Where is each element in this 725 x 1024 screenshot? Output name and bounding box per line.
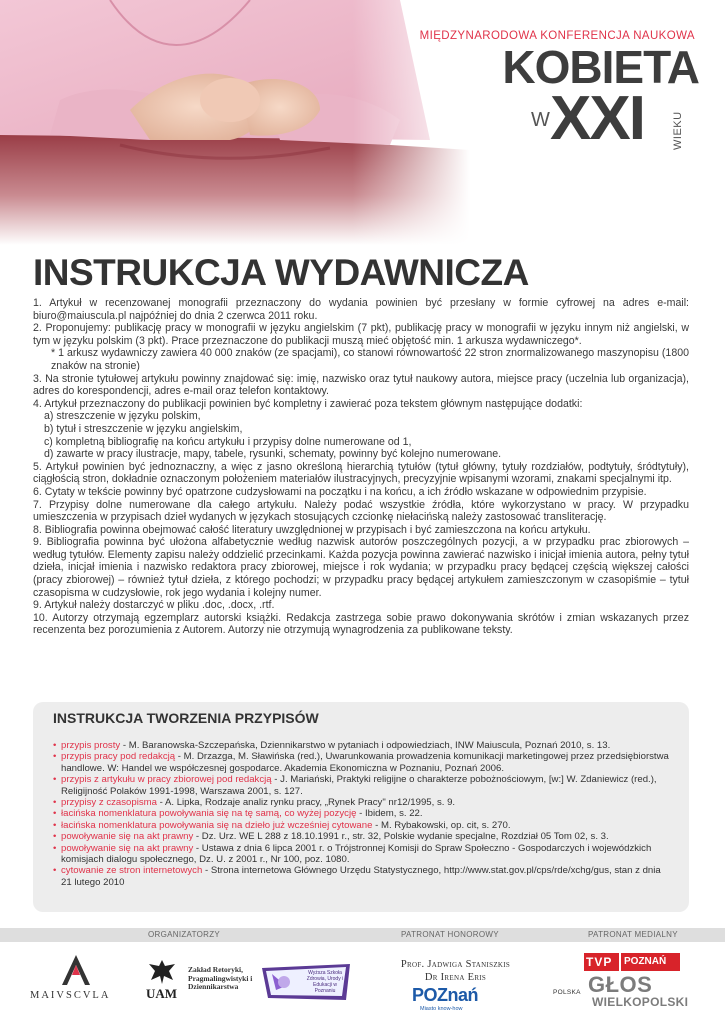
- instruction-item: 2. Proponujemy: publikację pracy w monografii w języku angielskim (7 pkt), publikację pracy w monografii w języku innym niż angielski, w tym w języku polskim (3 pkt). Prace przeznaczone do publikacji muszą mieć objętość min. 1 arkusza wydawniczego*.: [33, 322, 689, 347]
- footnote-item: [53, 808, 669, 819]
- conference-title-w: W: [531, 109, 550, 131]
- footnotes-box: [33, 702, 689, 912]
- footnote-text: - A. Lipka, Rodzaje analiz rynku pracy, „Rynek Pracy" nr12/1995, s. 9.: [156, 797, 456, 809]
- footnote-text: - J. Mariański, Praktyki religijne o charakterze pobożnościowym, [w:] W. Zdaniewicz (red.), Religijność Polaków 1991-1998, Warszawa 2001, s. 127.: [61, 774, 657, 797]
- polska-text: POLSKA: [553, 989, 581, 996]
- wyzsza-szkola-logo-text: Wyższa Szkoła Zdrowia, Urody i Edukacji w Poznaniu: [306, 970, 344, 994]
- patron-name-2: Dr Irena Eris: [424, 972, 487, 983]
- footnote-text: - Dz. Urz. WE L 288 z 18.10.1991 r., str. 32, Polskie wydanie specjalne, Rozdział 05 Tom 02, s. 3.: [193, 831, 609, 843]
- tvp-logo-text: TVP: [586, 955, 613, 969]
- footnote-text: - M. Drzazga, M. Sławińska (red.), Uwarunkowania prowadzenia komunikacji marketingowej przez przedsiębiorstwa handlowe. W: Handel we współczesnej gospodarce. Akademia Ekonomiczna w Poznaniu, Poznań 2006.: [61, 751, 669, 774]
- footnote-label: powoływanie się na akt prawny: [61, 831, 194, 843]
- footnote-item: [53, 831, 669, 842]
- uam-logo-text: UAM: [146, 986, 178, 1001]
- footnote-label: przypisy z czasopisma: [61, 797, 157, 809]
- footnotes-title: INSTRUKCJA TWORZENIA PRZYPISÓW: [53, 710, 319, 726]
- conference-title-xxi: XXI: [550, 84, 644, 153]
- footnote-text: - Ibidem, s. 22.: [356, 808, 423, 820]
- instructions-list: [33, 297, 689, 637]
- uam-eagle-icon: [145, 958, 179, 986]
- instruction-item: 4. Artykuł przeznaczony do publikacji powinien być kompletny i zawierać poza tekstem głównym następujące dodatki:: [33, 397, 583, 410]
- footnote-label: cytowanie ze stron internetowych: [61, 865, 203, 877]
- hero-banner: [0, 0, 725, 245]
- honorary-patrons: [383, 958, 528, 984]
- honorary-patronage-label: PATRONAT HONOROWY: [401, 930, 499, 939]
- conference-title-wieku: WIEKU: [672, 111, 684, 150]
- footnote-item: [53, 820, 669, 831]
- footnote-label: przypis prosty: [61, 740, 121, 751]
- instruction-subitem: b) tytuł i streszczenie w języku angielskim,: [44, 422, 243, 435]
- poznan-logo-text: POZnań: [412, 985, 479, 1005]
- glos-logo-text: GŁOS: [588, 972, 653, 997]
- footnote-item: [53, 797, 669, 808]
- instruction-item: 6. Cytaty w tekście powinny być opatrzone cudzysłowami na początku i na końcu, a ich źródło wskazane w odpowiednim przypisie.: [33, 485, 647, 498]
- footnote-text: - Strona internetowa Głównego Urzędu Statystycznego, http://www.stat.gov.pl/cps/rde/xchg/gus, stan z dnia 21 lutego 2010: [61, 865, 661, 888]
- wielkopolski-logo-text: WIELKOPOLSKI: [592, 995, 689, 1009]
- zaklad-logo-text: Zakład Retoryki, Pragmalingwistyki i Dziennikarstwa: [188, 965, 253, 992]
- footnote-label: łacińska nomenklatura powoływania się na tę samą, co wyżej pozycję: [61, 808, 357, 820]
- instruction-item: 5. Artykuł powinien być jednoznaczny, a więc z jasno określoną hierarchią tytułów (tytuł główny, tytuły rozdziałów, podtytuły, śródtytuły), ciągłością stron, dokładnie oznaczonym położeniem materiałów ilustracyjnych, precyzyjnie wpisanymi wzorami, znakami specjalnymi itp.: [33, 460, 689, 486]
- conference-title-kobieta: KOBIETA: [502, 41, 699, 93]
- instruction-item: 1. Artykuł w recenzowanej monografii przeznaczony do wydania powinien być przesłany w formie cyfrowej na adres e-mail: biuro@maiuscula.pl najpóźniej do dnia 2 czerwca 2011 roku.: [33, 297, 689, 322]
- sponsors-bar: [0, 928, 725, 942]
- footnote-label: przypis pracy pod redakcją: [61, 751, 176, 763]
- footnote-text: - Ustawa z dnia 6 lipca 2001 r. o Trójstronnej Komisji do Spraw Społeczno - Gospodarczych i wojewódzkich komisjach dialogu społecznego, Dz. U. z 2001 r., Nr 100, poz. 1080.: [61, 842, 652, 866]
- maiuscula-logo-text: MAIVSCVLA: [30, 990, 111, 1001]
- footnote-item: [53, 740, 669, 751]
- instruction-item: 9. Bibliografia powinna być ułożona alfabetycznie według nazwisk autorów poszczególnych pozycji, a w przypadku prac zbiorowych – według tytułów. Elementy zapisu należy oddzielić przecinkami. Każda pozycja powinna zawierać nazwisko i inicjał imienia autora, pełny tytuł dzieła, inicjał imienia i nazwisko redaktora pracy zbiorowej, miejsce i rok wydania; w przypadku pracy będącej częścią większej całości (pracy zbiorowej) – również tytuł dzieła, z którego pochodzi; w przypadku pracy będącej artykułem zamieszczonym w czasopiśmie – tytuł czasopisma w cudzysłowie, rok jego wydania i kolejny numer.: [33, 536, 689, 599]
- instruction-subitem: d) zawarte w pracy ilustracje, mapy, tabele, rysunki, schematy, powinny być kolejno numerowane.: [44, 448, 502, 461]
- footnote-label: przypis z artykułu w pracy zbiorowej pod redakcją: [61, 774, 272, 786]
- instruction-item: 7. Przypisy dolne numerowane dla całego artykułu. Należy podać wszystkie źródła, które wykorzystano w pracy. W przypadku umieszczenia w przypisach dzieł wydanych w językach stosujących czcionkę niełacińską należy zastosować transliterację.: [33, 498, 689, 524]
- footnote-item: [53, 843, 669, 866]
- instruction-item: 10. Autorzy otrzymają egzemplarz autorski książki. Redakcja zastrzega sobie prawo dokonywania skrótów i zmian wskazanych przez recenzenta bez porozumienia z Autorem. Autorzy nie otrzymują wynagrodzenia za publikowane teksty.: [33, 611, 689, 637]
- footnote-item: [53, 865, 669, 888]
- conference-subtitle: MIĘDZYNARODOWA KONFERENCJA NAUKOWA: [419, 30, 695, 42]
- footnote-text: - M. Baranowska-Szczepańska, Dziennikarstwo w pytaniach i odpowiedziach, INW Maiuscula, Poznań 2010, s. 13.: [120, 740, 611, 751]
- organizers-label: ORGANIZATORZY: [148, 930, 221, 939]
- footnote-label: powoływanie się na akt prawny: [61, 842, 194, 854]
- instruction-item: 8. Bibliografia powinna obejmować całość literatury uwzględnionej w przypisach i być zamieszczona na końcu artykułu.: [33, 523, 591, 536]
- footnote-text: - M. Rybakowski, op. cit, s. 270.: [372, 819, 511, 831]
- instruction-subitem: c) kompletną bibliografię na końcu artykułu i przypisy dolne numerowane od 1,: [44, 435, 412, 448]
- footnotes-list: [53, 740, 669, 888]
- poznan-tagline: Miasto know-how: [420, 1006, 463, 1012]
- instruction-subitem: a) streszczenie w języku polskim,: [44, 410, 201, 423]
- page-title: INSTRUKCJA WYDAWNICZA: [33, 252, 529, 293]
- patron-name-1: Prof. Jadwiga Staniszkis: [400, 959, 511, 970]
- footnote-item: [53, 774, 669, 797]
- instruction-item: 3. Na stronie tytułowej artykułu powinny znajdować się: imię, nazwisko oraz tytuł naukowy autora, miejsce pracy (uczelnia lub organizacja), adres do korespondencji, adres e-mail oraz telefon kontaktowy.: [33, 372, 689, 398]
- instruction-item: 9. Artykuł należy dostarczyć w pliku .doc, .docx, .rtf.: [33, 599, 275, 612]
- footnote-item: [53, 751, 669, 774]
- instruction-note: * 1 arkusz wydawniczy zawiera 40 000 znaków (ze spacjami), co stanowi równowartość 22 stron znormalizowanego maszynopisu (1800 znaków na stronie): [51, 347, 689, 372]
- footnote-label: łacińska nomenklatura powoływania się na dzieło już wcześniej cytowane: [61, 819, 373, 831]
- maiuscula-logo-icon: [58, 953, 94, 987]
- hero-photo: [0, 0, 470, 245]
- tvp-poznan-text: POZNAŃ: [624, 956, 667, 967]
- media-patronage-label: PATRONAT MEDIALNY: [588, 930, 678, 939]
